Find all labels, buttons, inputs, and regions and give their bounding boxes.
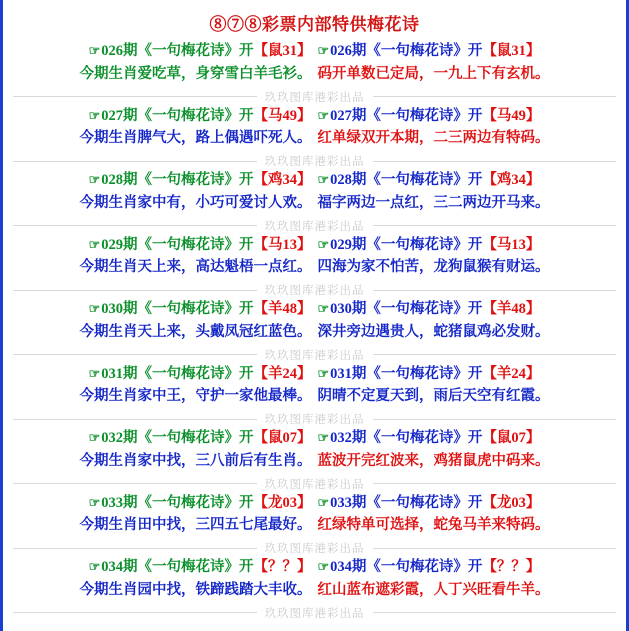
entry-issue: 027期 xyxy=(101,107,138,124)
entry-bracket-open: 【 xyxy=(253,107,268,124)
entry-body-left: 今期生肖天上来，高达魁梧一点红。 xyxy=(79,259,312,276)
entry-bracket-open: 【 xyxy=(253,172,268,188)
page-title: ⑧⑦⑧彩票内部特供梅花诗 xyxy=(209,15,420,34)
entry-result: 龙03 xyxy=(496,494,526,511)
entry-poem-title: 《一句梅花诗》 xyxy=(366,559,468,575)
entry-result: 羊24 xyxy=(496,365,526,382)
entry-header-row xyxy=(9,493,620,515)
entry-open-label: 开 xyxy=(467,494,483,511)
entry-poem-title: 《一句梅花诗》 xyxy=(366,494,468,511)
entry-result: 鼠31 xyxy=(268,43,297,59)
entry-result: 鼠07 xyxy=(268,430,297,446)
hand-icon: ☞ xyxy=(88,301,101,316)
entry-body-row xyxy=(9,63,620,86)
entry-result: 鸡34 xyxy=(496,172,526,188)
entry-bracket-close: 】 xyxy=(297,494,312,511)
watermark xyxy=(3,539,626,556)
watermark xyxy=(3,281,626,298)
watermark-text: 玖玖图库港彩出品 xyxy=(257,89,373,105)
entry-body-left: 今期生肖爱吃草，身穿雪白羊毛衫。 xyxy=(79,65,312,82)
entry-header-row xyxy=(9,170,620,192)
entry-result: 马13 xyxy=(496,236,526,253)
entry-issue: 031期 xyxy=(101,365,138,382)
entry-bracket-close: 】 xyxy=(525,365,541,382)
entry-open-label: 开 xyxy=(467,43,483,59)
entry-bracket-open: 【 xyxy=(253,365,268,382)
entry-bracket-close: 】 xyxy=(525,301,541,317)
entry-open-label: 开 xyxy=(239,107,254,124)
entry-poem-title: 《一句梅花诗》 xyxy=(366,43,468,59)
entry-body-left: 今期生肖家中找，三八前后有生肖。 xyxy=(79,452,312,469)
watermark xyxy=(3,475,626,492)
entry-header-row xyxy=(9,299,620,321)
entry-bracket-open: 【 xyxy=(253,430,268,446)
entry-body-row xyxy=(9,256,620,279)
watermark-text: 玖玖图库港彩出品 xyxy=(257,411,373,427)
entry-poem-title: 《一句梅花诗》 xyxy=(366,365,468,382)
entry-poem-title: 《一句梅花诗》 xyxy=(366,301,468,317)
entry-bracket-open: 【 xyxy=(253,43,268,59)
entry-result: 羊24 xyxy=(268,365,297,382)
entry-poem-title: 《一句梅花诗》 xyxy=(137,43,239,59)
entry-body-left: 今期生肖园中找，铁蹄践踏大丰收。 xyxy=(79,581,312,598)
entry-issue: 032期 xyxy=(330,430,367,446)
entry-bracket-close: 】 xyxy=(525,494,541,511)
entry-bracket-close: 】 xyxy=(525,430,541,446)
entry-issue: 032期 xyxy=(101,430,138,446)
entry-body-row xyxy=(9,514,620,537)
entry-body-row xyxy=(9,450,620,473)
entry-open-label: 开 xyxy=(467,559,483,575)
entry-poem-title: 《一句梅花诗》 xyxy=(137,494,239,511)
entry-issue: 034期 xyxy=(330,559,367,575)
watermark xyxy=(3,604,626,621)
entry-issue: 029期 xyxy=(330,236,367,253)
entry-bracket-close: 】 xyxy=(525,559,541,575)
entry-result: 鼠31 xyxy=(496,43,526,59)
entry-result: 鼠07 xyxy=(496,430,526,446)
entry-body-row xyxy=(9,127,620,150)
entry-body-right: 红绿特单可选择，蛇兔马羊来特码。 xyxy=(317,517,550,534)
watermark-text: 玖玖图库港彩出品 xyxy=(257,476,373,492)
entry-issue: 034期 xyxy=(101,559,138,575)
entry-body-left: 今期生肖天上来，头戴凤冠红蓝色。 xyxy=(79,323,312,340)
entry-body-left: 今期生肖脾气大，路上偶遇吓死人。 xyxy=(79,130,312,147)
watermark-text: 玖玖图库港彩出品 xyxy=(257,282,373,298)
entry-body-row xyxy=(9,192,620,215)
entry-bracket-close: 】 xyxy=(297,430,312,446)
entry-header-row xyxy=(9,106,620,128)
watermark-text: 玖玖图库港彩出品 xyxy=(257,218,373,234)
hand-icon: ☞ xyxy=(88,430,101,445)
poem-entry xyxy=(3,493,626,538)
poem-entry xyxy=(3,364,626,409)
entry-header-row xyxy=(9,235,620,257)
entry-open-label: 开 xyxy=(239,559,254,575)
watermark-text: 玖玖图库港彩出品 xyxy=(257,540,373,556)
poem-entry xyxy=(3,557,626,602)
entry-bracket-close: 】 xyxy=(297,43,312,59)
entry-open-label: 开 xyxy=(467,107,483,124)
entry-list xyxy=(3,41,626,621)
entry-bracket-close: 】 xyxy=(525,172,541,188)
entry-bracket-close: 】 xyxy=(297,107,312,124)
entry-issue: 033期 xyxy=(101,494,138,511)
entry-bracket-close: 】 xyxy=(297,559,312,575)
entry-header-row xyxy=(9,41,620,63)
entry-result: 马49 xyxy=(268,107,297,124)
hand-icon: ☞ xyxy=(88,43,101,58)
entry-open-label: 开 xyxy=(239,236,254,253)
hand-icon: ☞ xyxy=(317,43,330,58)
watermark xyxy=(3,217,626,234)
entry-issue: 033期 xyxy=(330,494,367,511)
entry-open-label: 开 xyxy=(467,301,483,317)
entry-poem-title: 《一句梅花诗》 xyxy=(137,559,239,575)
entry-open-label: 开 xyxy=(239,365,254,382)
entry-body-right: 码开单数已定局，一九上下有玄机。 xyxy=(317,65,550,82)
entry-poem-title: 《一句梅花诗》 xyxy=(137,301,239,317)
entry-issue: 028期 xyxy=(101,172,138,188)
entry-bracket-close: 】 xyxy=(297,365,312,382)
entry-body-row xyxy=(9,385,620,408)
entry-result: 龙03 xyxy=(268,494,297,511)
entry-header-row xyxy=(9,557,620,579)
entry-open-label: 开 xyxy=(239,301,254,317)
entry-bracket-close: 】 xyxy=(525,107,541,124)
hand-icon: ☞ xyxy=(88,559,101,574)
entry-bracket-open: 【 xyxy=(253,494,268,511)
entry-issue: 026期 xyxy=(330,43,367,59)
hand-icon: ☞ xyxy=(88,107,101,123)
entry-body-right: 蓝波开完红波来，鸡猪鼠虎中码来。 xyxy=(317,452,550,469)
entry-bracket-open: 【 xyxy=(482,559,497,575)
entry-bracket-open: 【 xyxy=(482,494,497,511)
entry-result: 马49 xyxy=(496,107,526,124)
entry-body-row xyxy=(9,579,620,602)
entry-body-right: 红山蓝布遮彩霞，人丁兴旺看牛羊。 xyxy=(317,581,550,598)
entry-bracket-open: 【 xyxy=(253,236,268,253)
entry-open-label: 开 xyxy=(467,172,483,188)
entry-body-left: 今期生肖家中有，小巧可爱讨人欢。 xyxy=(79,194,312,211)
poem-entry xyxy=(3,299,626,344)
entry-issue: 030期 xyxy=(101,301,138,317)
entry-issue: 031期 xyxy=(330,365,367,382)
hand-icon: ☞ xyxy=(88,365,101,381)
entry-bracket-close: 】 xyxy=(525,236,541,253)
entry-issue: 027期 xyxy=(330,107,367,124)
entry-result: ？？ xyxy=(268,559,297,575)
entry-result: 鸡34 xyxy=(268,172,297,188)
entry-issue: 029期 xyxy=(101,236,138,253)
watermark xyxy=(3,410,626,427)
entry-result: 羊48 xyxy=(496,301,526,317)
entry-bracket-open: 【 xyxy=(253,559,268,575)
watermark-text: 玖玖图库港彩出品 xyxy=(257,153,373,169)
poem-entry xyxy=(3,106,626,151)
hand-icon: ☞ xyxy=(317,107,330,123)
entry-body-left: 今期生肖田中找，三四五七尾最好。 xyxy=(79,517,312,534)
entry-open-label: 开 xyxy=(467,236,483,253)
entry-body-right: 四海为家不怕苦，龙狗鼠猴有财运。 xyxy=(317,259,550,276)
entry-poem-title: 《一句梅花诗》 xyxy=(137,107,239,124)
entry-bracket-open: 【 xyxy=(482,107,497,124)
entry-poem-title: 《一句梅花诗》 xyxy=(137,172,239,188)
entry-poem-title: 《一句梅花诗》 xyxy=(366,107,468,124)
hand-icon: ☞ xyxy=(317,301,330,316)
entry-body-right: 阴晴不定夏天到，雨后天空有红霞。 xyxy=(317,388,550,405)
entry-bracket-open: 【 xyxy=(482,365,497,382)
entry-body-right: 福字两边一点红，三二两边开马来。 xyxy=(317,194,550,211)
entry-poem-title: 《一句梅花诗》 xyxy=(366,172,468,188)
hand-icon: ☞ xyxy=(88,236,101,252)
hand-icon: ☞ xyxy=(88,172,101,187)
poem-entry xyxy=(3,170,626,215)
watermark-text: 玖玖图库港彩出品 xyxy=(257,605,373,621)
entry-bracket-open: 【 xyxy=(482,172,497,188)
hand-icon: ☞ xyxy=(317,494,330,510)
entry-header-row xyxy=(9,364,620,386)
entry-bracket-open: 【 xyxy=(482,43,497,59)
entry-open-label: 开 xyxy=(239,430,254,446)
hand-icon: ☞ xyxy=(317,172,330,187)
poem-entry xyxy=(3,235,626,280)
watermark xyxy=(3,88,626,105)
watermark-text: 玖玖图库港彩出品 xyxy=(257,347,373,363)
hand-icon: ☞ xyxy=(317,559,330,574)
hand-icon: ☞ xyxy=(317,430,330,445)
entry-poem-title: 《一句梅花诗》 xyxy=(137,236,239,253)
watermark xyxy=(3,152,626,169)
entry-bracket-open: 【 xyxy=(482,430,497,446)
entry-bracket-open: 【 xyxy=(253,301,268,317)
entry-poem-title: 《一句梅花诗》 xyxy=(366,430,468,446)
entry-poem-title: 《一句梅花诗》 xyxy=(137,430,239,446)
entry-header-row xyxy=(9,428,620,450)
hand-icon: ☞ xyxy=(88,494,101,510)
entry-body-right: 红单绿双开本期，二三两边有特码。 xyxy=(317,130,550,147)
entry-result: 羊48 xyxy=(268,301,297,317)
entry-open-label: 开 xyxy=(467,365,483,382)
entry-open-label: 开 xyxy=(239,172,254,188)
entry-bracket-close: 】 xyxy=(297,236,312,253)
entry-bracket-close: 】 xyxy=(297,172,312,188)
hand-icon: ☞ xyxy=(317,236,330,252)
entry-open-label: 开 xyxy=(239,494,254,511)
entry-bracket-open: 【 xyxy=(482,236,497,253)
watermark xyxy=(3,346,626,363)
entry-open-label: 开 xyxy=(239,43,254,59)
entry-bracket-open: 【 xyxy=(482,301,497,317)
poem-entry xyxy=(3,41,626,86)
entry-body-right: 深井旁边遇贵人，蛇猪鼠鸡必发财。 xyxy=(317,323,550,340)
entry-issue: 028期 xyxy=(330,172,367,188)
entry-result: ？？ xyxy=(496,559,526,575)
hand-icon: ☞ xyxy=(317,365,330,381)
entry-result: 马13 xyxy=(268,236,297,253)
entry-open-label: 开 xyxy=(467,430,483,446)
entry-issue: 030期 xyxy=(330,301,367,317)
entry-bracket-close: 】 xyxy=(525,43,541,59)
entry-poem-title: 《一句梅花诗》 xyxy=(366,236,468,253)
entry-bracket-close: 】 xyxy=(297,301,312,317)
entry-issue: 026期 xyxy=(101,43,138,59)
poem-entry xyxy=(3,428,626,473)
entry-body-row xyxy=(9,321,620,344)
entry-body-left: 今期生肖家中王，守护一家他最棒。 xyxy=(79,388,312,405)
entry-poem-title: 《一句梅花诗》 xyxy=(137,365,239,382)
